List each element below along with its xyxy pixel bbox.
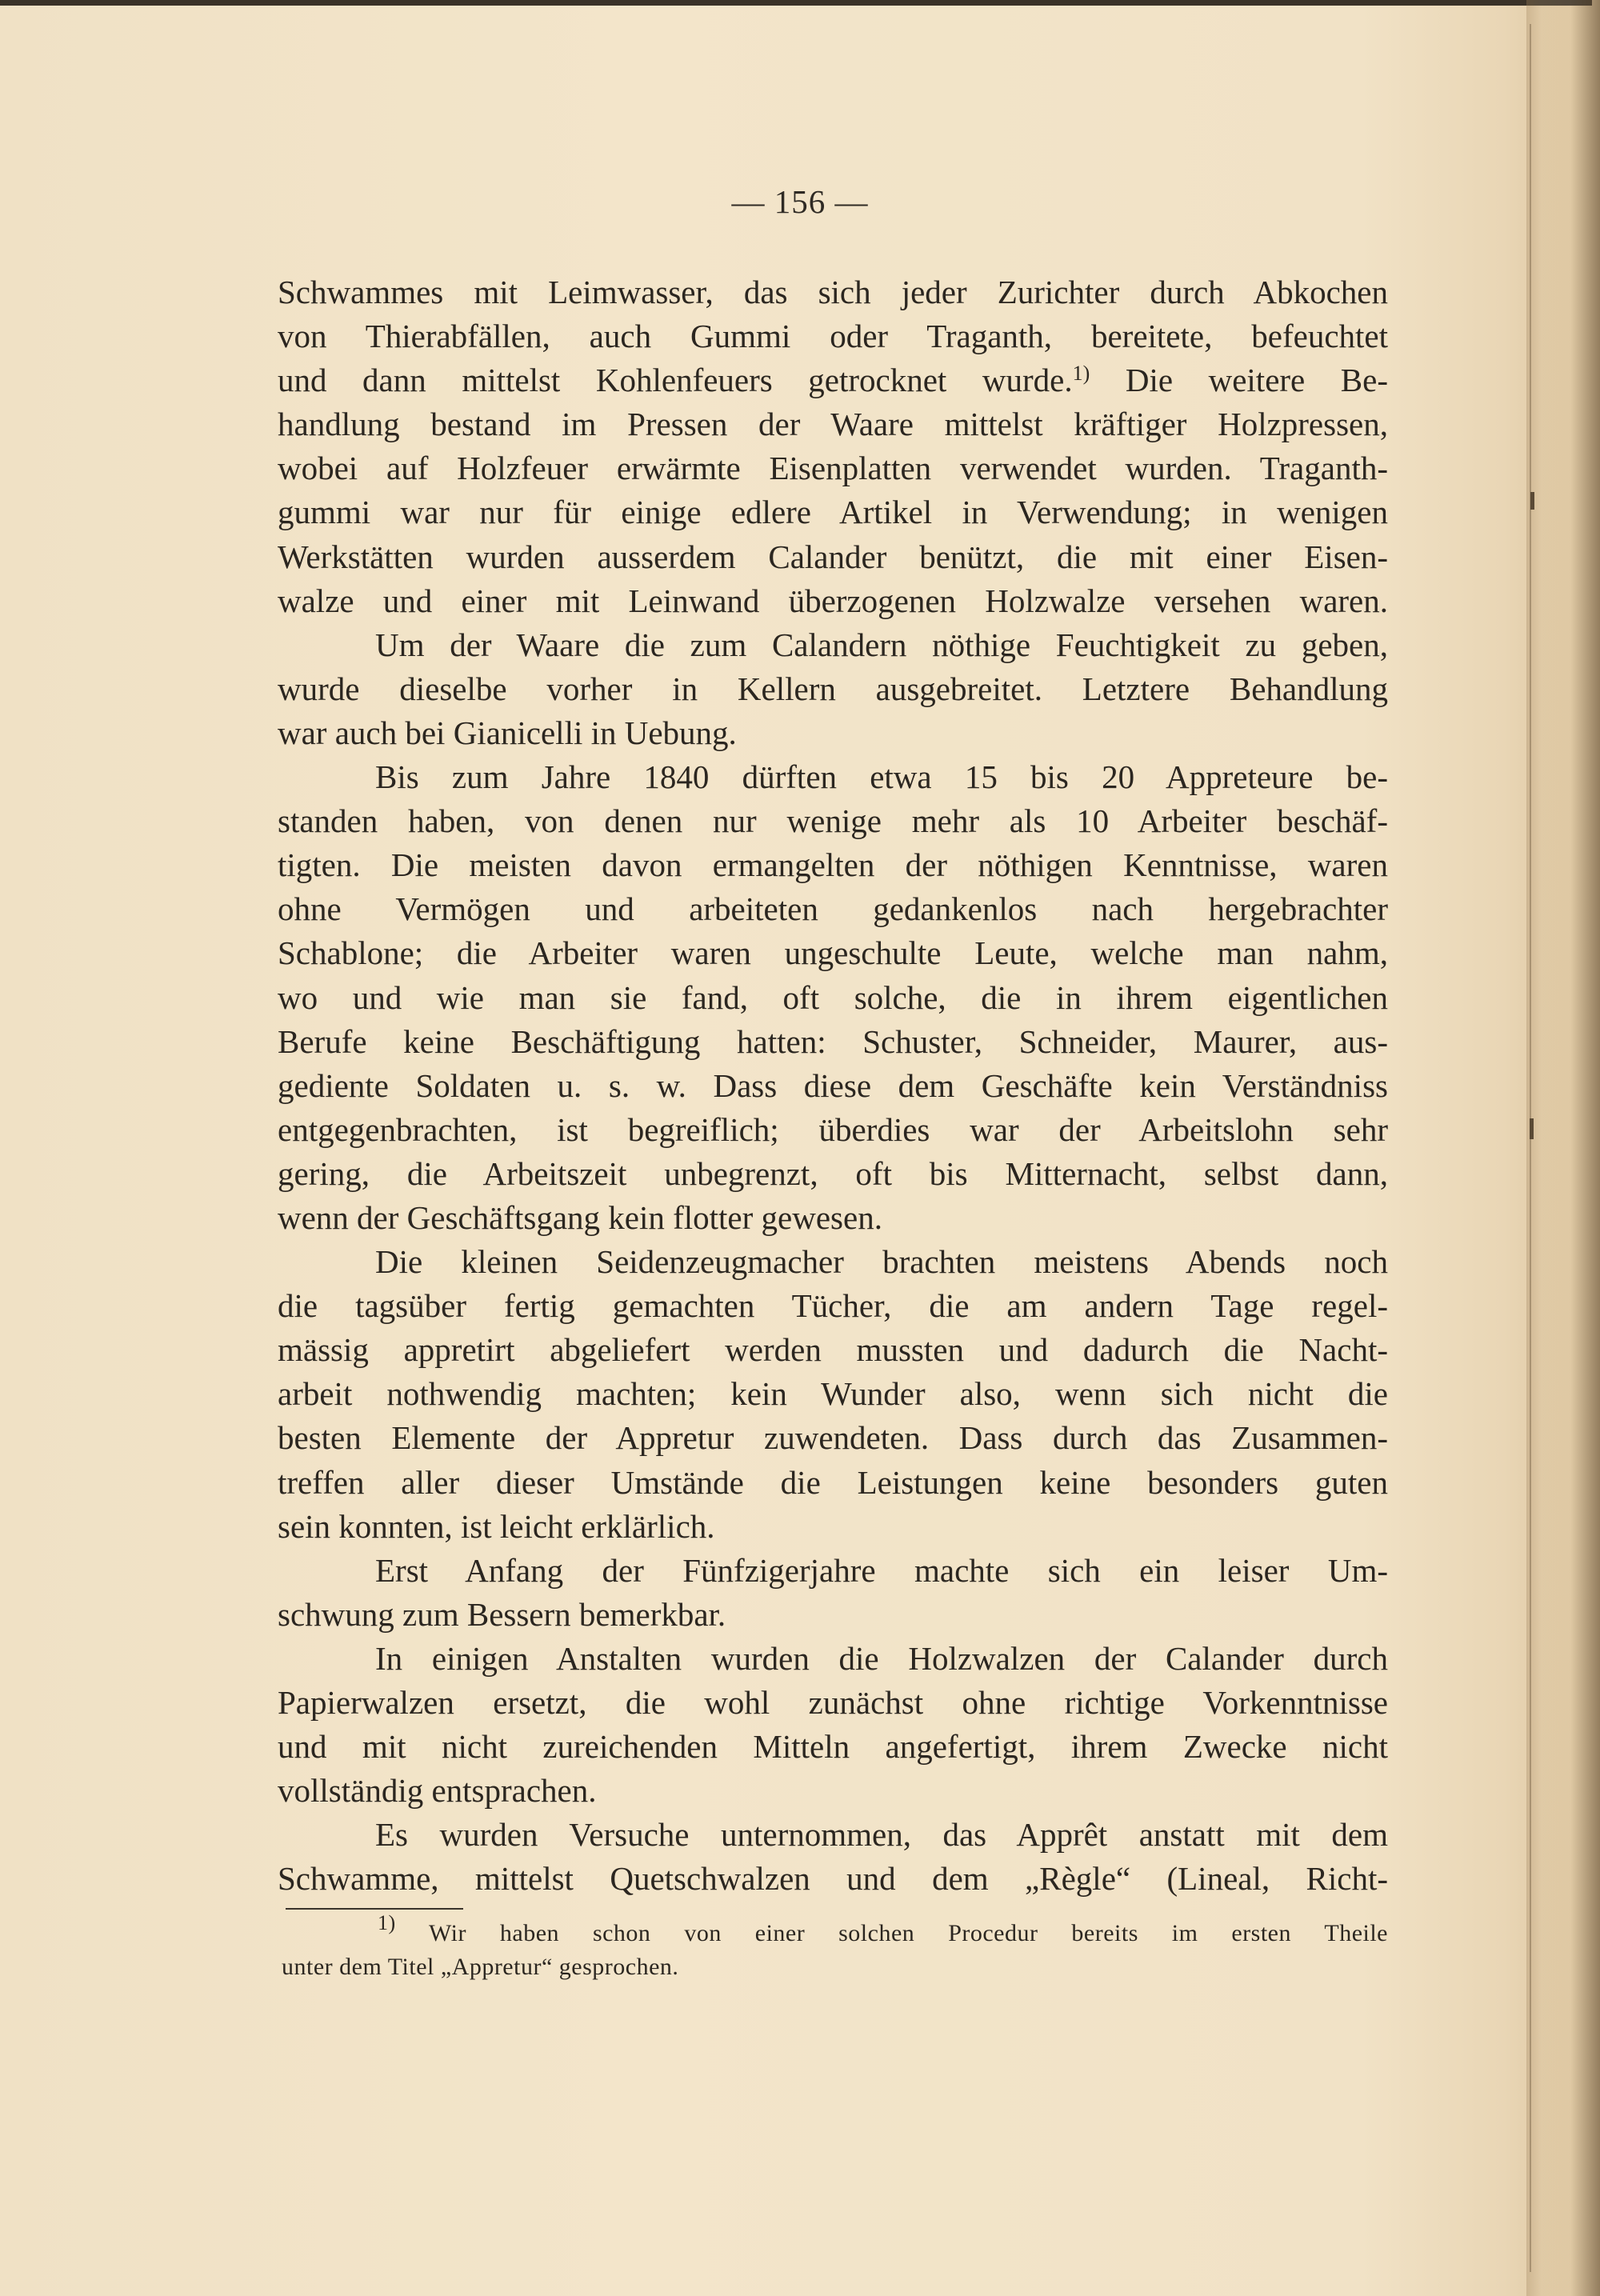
body-text [278, 270, 1388, 1901]
text-line: sein konnten, ist leicht erklärlich. [278, 1507, 715, 1545]
margin-mark [1530, 492, 1534, 510]
text-line [278, 358, 1388, 402]
text-line: ohne Vermögen und arbeiteten gedankenlos nach hergebrachter [278, 890, 1388, 928]
text-line: Papierwalzen ersetzt, die wohl zunächst ohne richtige Vorkenntnisse [278, 1684, 1388, 1721]
text-line: Werkstätten wurden ausserdem Calander benützt, die mit einer Eisen- [278, 538, 1388, 575]
footnote-line [282, 1911, 1388, 1950]
text-line: vollständig entsprachen. [278, 1772, 597, 1810]
text-line: von Thierabfällen, auch Gummi oder Traganth, bereitete, befeuchtet [278, 318, 1388, 355]
page-fold-line [1530, 24, 1531, 2272]
text-line: schwung zum Bessern bemerkbar. [278, 1595, 726, 1633]
text-line: die tagsüber fertig gemachten Tücher, die am andern Tage regel- [278, 1287, 1388, 1325]
text-line: In einigen Anstalten wurden die Holzwalzen der Calander durch [375, 1639, 1388, 1677]
text-line: wo und wie man sie fand, oft solche, die in ihrem eigentlichen [278, 978, 1388, 1016]
footnote-text: Wir haben schon von einer solchen Procedur bereits im ersten Theile [395, 1920, 1388, 1946]
text-segment: und dann mittelst Kohlenfeuers getrocknet wurde. [278, 362, 1073, 399]
text-line: walze und einer mit Leinwand überzogenen Holzwalze versehen waren. [278, 582, 1388, 619]
text-line: treffen aller dieser Umstände die Leistungen keine besonders guten [278, 1463, 1388, 1501]
text-line: gediente Soldaten u. s. w. Dass diese dem Geschäfte kein Verständniss [278, 1066, 1388, 1104]
page-number: — 156 — [731, 183, 869, 220]
margin-mark [1530, 1118, 1534, 1139]
text-line: Um der Waare die zum Calandern nöthige Feuchtigkeit zu geben, [375, 626, 1388, 663]
text-line: tigten. Die meisten davon ermangelten der nöthigen Kenntnisse, waren [278, 846, 1388, 884]
text-line: gummi war nur für einige edlere Artikel in Verwendung; in wenigen [278, 494, 1388, 531]
text-line: mässig appretirt abgeliefert werden mussten und dadurch die Nacht- [278, 1331, 1388, 1369]
text-line: Die kleinen Seidenzeugmacher brachten meistens Abends noch [375, 1243, 1388, 1281]
text-line: entgegenbrachten, ist begreiflich; überdies war der Arbeitslohn sehr [278, 1110, 1388, 1148]
text-line: Erst Anfang der Fünfzigerjahre machte sich ein leiser Um- [375, 1551, 1388, 1589]
text-line: wobei auf Holzfeuer erwärmte Eisenplatten verwendet wurden. Traganth- [278, 450, 1388, 487]
text-line: und mit nicht zureichenden Mitteln angefertigt, ihrem Zwecke nicht [278, 1728, 1388, 1766]
text-line: wurde dieselbe vorher in Kellern ausgebreitet. Letztere Behandlung [278, 670, 1388, 707]
text-line: war auch bei Gianicelli in Uebung. [278, 714, 737, 751]
text-line: standen haben, von denen nur wenige mehr als 10 Arbeiter beschäf- [278, 802, 1388, 840]
text-line: Bis zum Jahre 1840 dürften etwa 15 bis 20 Appreteure be- [375, 758, 1388, 796]
footnote-rule [286, 1908, 463, 1910]
page-right-edge [1526, 0, 1600, 2296]
text-line: Schwamme, mittelst Quetschwalzen und dem „Règle“ (Lineal, Richt- [278, 1860, 1388, 1898]
text-line: wenn der Geschäftsgang kein flotter gewesen. [278, 1198, 882, 1236]
footnote-reference: 1) [1072, 362, 1090, 386]
top-border [0, 0, 1592, 6]
text-line: Schwammes mit Leimwasser, das sich jeder Zurichter durch Abkochen [278, 274, 1388, 310]
text-line: arbeit nothwendig machten; kein Wunder also, wenn sich nicht die [278, 1375, 1388, 1413]
footnote [282, 1911, 1388, 1984]
text-line: Berufe keine Beschäftigung hatten: Schuster, Schneider, Maurer, aus- [278, 1022, 1388, 1060]
text-line: gering, die Arbeitszeit unbegrenzt, oft bis Mitternacht, selbst dann, [278, 1154, 1388, 1192]
text-line: handlung bestand im Pressen der Waare mittelst kräftiger Holzpressen, [278, 406, 1388, 443]
footnote-line: unter dem Titel „Appretur“ gesprochen. [282, 1954, 679, 1980]
text-line: Es wurden Versuche unternommen, das Apprêt anstatt mit dem [375, 1816, 1388, 1854]
footnote-marker: 1) [378, 1911, 396, 1934]
text-segment: Die weitere Be- [1090, 362, 1388, 399]
text-line: Schablone; die Arbeiter waren ungeschulte Leute, welche man nahm, [278, 934, 1388, 972]
text-line: besten Elemente der Appretur zuwendeten. Dass durch das Zusammen- [278, 1419, 1388, 1457]
